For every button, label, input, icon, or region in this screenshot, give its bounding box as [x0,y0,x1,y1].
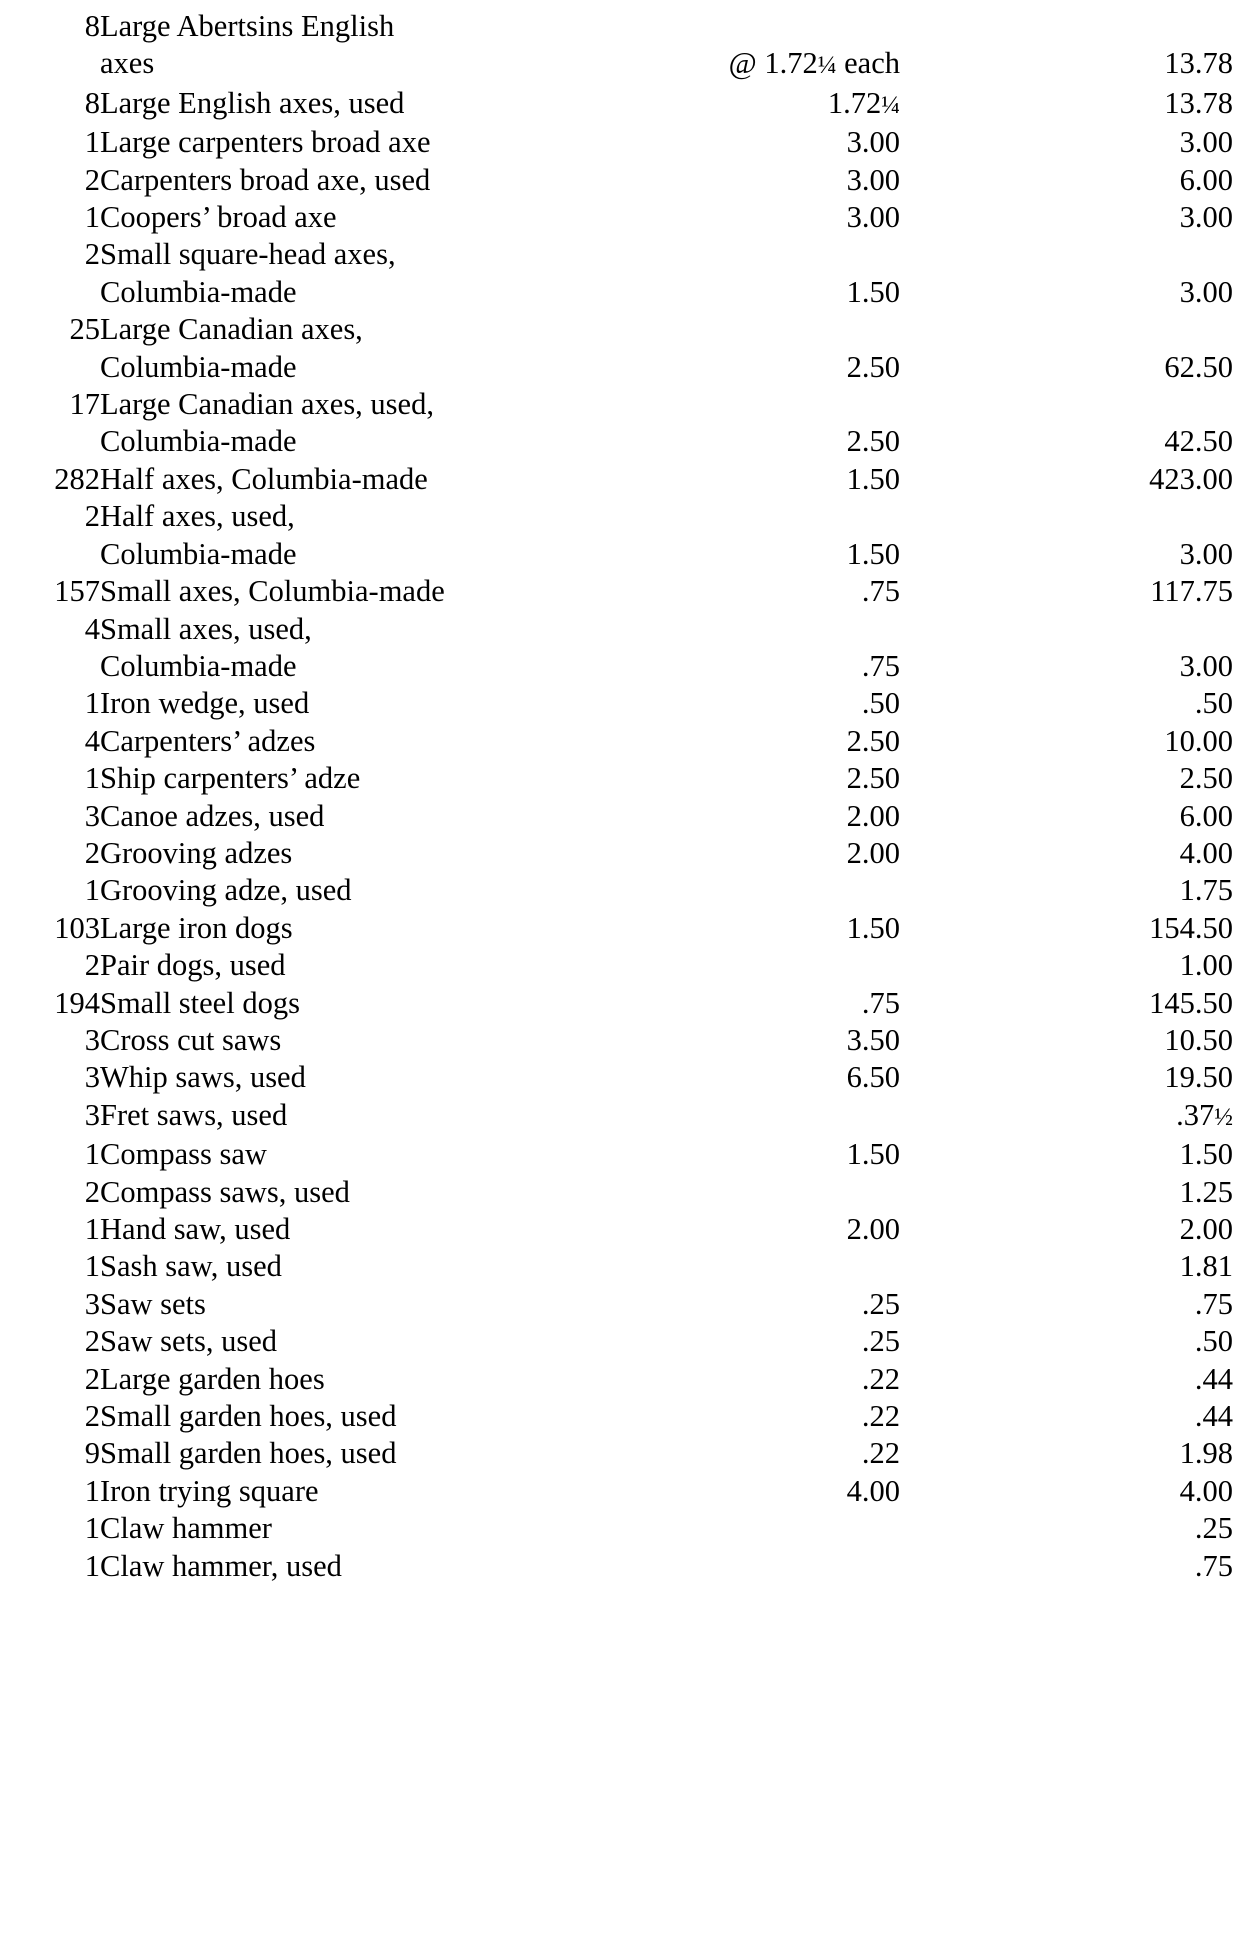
row-unit-price [540,611,900,648]
row-amount: .44 [1194,1361,1233,1396]
table-row [0,723,1233,760]
table-row [0,611,1233,648]
table-row [0,947,1233,984]
row-amount: 1.81 [1179,1249,1233,1284]
row-amount: .75 [1194,1286,1233,1321]
row-unit-price [540,386,900,423]
table-row [0,8,1233,45]
row-amount: 3.00 [1179,648,1233,683]
row-description: Iron wedge, used [100,686,310,721]
row-description: Pair dogs, used [100,948,286,983]
row-description: Small garden hoes, used [100,1399,397,1434]
row-description: axes [100,46,155,81]
row-amount: 145.50 [1149,985,1233,1020]
row-quantity: 2 [84,1174,100,1209]
row-amount: 13.78 [1164,85,1233,120]
row-description: Iron trying square [100,1473,319,1508]
row-description: Columbia-made [100,648,297,683]
row-quantity: 1 [84,1212,100,1246]
row-amount: 6.00 [1179,162,1233,197]
row-quantity: 1 [84,1249,100,1284]
row-amount: 6.00 [1179,798,1233,833]
row-quantity: 8 [84,85,100,120]
row-quantity: 1 [84,200,100,235]
row-unit-price: .22 [861,1436,900,1471]
row-quantity: 3 [84,1022,100,1057]
row-unit-price: .22 [861,1361,900,1396]
row-description: Whip saws, used [100,1060,306,1095]
table-row [0,386,1233,423]
table-row [0,798,1233,835]
row-amount: .25 [1194,1511,1233,1546]
row-quantity: 157 [54,574,100,609]
row-unit-price: 1.50 [846,910,900,945]
table-row [0,423,1233,460]
row-amount [900,611,1233,648]
row-quantity: 1 [84,1548,100,1583]
table-row [0,162,1233,199]
row-description: Small square-head axes, [100,237,396,272]
row-quantity: 2 [84,835,100,870]
row-description: Claw hammer, used [100,1548,342,1583]
row-quantity: 2 [84,162,100,197]
row-description: Large iron dogs [100,910,293,945]
row-unit-price: 3.00 [846,200,900,235]
row-quantity: 282 [54,461,100,496]
row-unit-price: 2.00 [846,835,900,870]
row-amount [900,236,1233,273]
row-amount: .37½ [1176,1097,1233,1132]
table-row [0,760,1233,797]
row-quantity: 25 [69,312,100,347]
row-unit-price [540,8,900,45]
row-quantity: 2 [84,499,100,534]
row-unit-price: 3.00 [846,125,900,160]
row-amount: 10.50 [1164,1022,1233,1057]
row-quantity: 17 [69,387,100,422]
table-row [0,1361,1233,1398]
table-row [0,835,1233,872]
table-row [0,1435,1233,1472]
row-unit-price: 2.50 [846,349,900,384]
table-row [0,1510,1233,1547]
row-quantity: 1 [84,1511,100,1546]
row-description: Large Abertsins English [100,9,395,43]
row-amount: .44 [1194,1399,1233,1434]
row-description: Half axes, Columbia-made [100,461,428,496]
row-unit-price [540,947,900,984]
row-unit-price [540,1248,900,1285]
row-quantity: 3 [84,1286,100,1321]
table-row [0,1323,1233,1360]
row-unit-price [540,1174,900,1211]
row-unit-price: 2.50 [846,761,900,796]
table-row [0,872,1233,909]
row-quantity: 9 [84,1436,100,1471]
row-amount: 42.50 [1164,424,1233,459]
row-description: Grooving adze, used [100,873,352,908]
row-unit-price: 2.50 [846,723,900,758]
row-unit-price: 3.00 [846,162,900,197]
row-unit-price: 1.72¼ [827,85,900,120]
row-description: Coopers’ broad axe [100,200,337,235]
table-row [0,1022,1233,1059]
row-quantity: 8 [84,9,100,43]
row-unit-price [540,1548,900,1585]
row-unit-price: 2.00 [846,1212,900,1246]
row-quantity: 3 [84,798,100,833]
table-row [0,311,1233,348]
row-description: Fret saws, used [100,1097,288,1132]
row-description: Large Canadian axes, [100,312,363,347]
row-description: Compass saws, used [100,1174,350,1209]
row-description: Grooving adzes [100,835,293,870]
table-row [0,1398,1233,1435]
row-amount: 4.00 [1179,835,1233,870]
row-unit-price [540,498,900,535]
row-unit-price [540,872,900,909]
row-amount [900,386,1233,423]
row-amount: 1.50 [1179,1137,1233,1172]
row-unit-price [540,236,900,273]
row-description: Claw hammer [100,1511,272,1546]
row-amount [900,498,1233,535]
inventory-table-body [0,8,1233,1585]
row-description: Large English axes, used [100,85,405,120]
table-row [0,45,1233,84]
row-amount: 3.00 [1179,200,1233,235]
table-row [0,685,1233,722]
row-description: Columbia-made [100,424,297,459]
row-unit-price [540,311,900,348]
table-row [0,1059,1233,1096]
row-unit-price: @ 1.72¼ each [728,46,900,81]
row-unit-price [540,1510,900,1547]
row-description: Half axes, used, [100,499,295,534]
table-row [0,573,1233,610]
row-description: Saw sets [100,1286,206,1321]
row-unit-price: 1.50 [846,461,900,496]
row-quantity: 1 [84,761,100,796]
table-row [0,985,1233,1022]
row-quantity: 1 [84,125,100,160]
table-row [0,1211,1233,1248]
table-row [0,1174,1233,1211]
row-quantity: 103 [54,910,100,945]
row-amount: .75 [1194,1548,1233,1583]
row-quantity: 1 [84,873,100,908]
row-amount [900,311,1233,348]
table-row [0,1286,1233,1323]
row-unit-price: 3.50 [846,1022,900,1057]
row-unit-price: 1.50 [846,274,900,309]
table-row [0,461,1233,498]
row-unit-price: 1.50 [846,1137,900,1172]
row-quantity: 3 [84,1097,100,1132]
row-amount: 13.78 [1164,46,1233,81]
row-description: Ship carpenters’ adze [100,761,361,796]
row-description: Small steel dogs [100,985,300,1020]
row-unit-price [540,1097,900,1136]
row-amount: 4.00 [1179,1473,1233,1508]
row-unit-price: 6.50 [846,1060,900,1095]
row-description: Columbia-made [100,536,297,571]
row-quantity: 1 [84,1137,100,1172]
row-amount: .50 [1194,686,1233,721]
row-quantity: 4 [84,723,100,758]
table-row [0,1548,1233,1585]
row-description: Columbia-made [100,274,297,309]
row-quantity: 4 [84,611,100,646]
table-row [0,236,1233,273]
row-description: Carpenters broad axe, used [100,162,431,197]
row-amount: 2.00 [1179,1212,1233,1246]
row-unit-price: 4.00 [846,1473,900,1508]
row-quantity: 2 [84,1399,100,1434]
row-amount: 154.50 [1149,910,1233,945]
row-quantity: 2 [84,1324,100,1359]
row-description: Small garden hoes, used [100,1436,397,1471]
table-row [0,498,1233,535]
row-unit-price: 2.50 [846,424,900,459]
row-quantity: 1 [84,686,100,721]
row-amount: 1.25 [1179,1174,1233,1209]
row-unit-price: 2.00 [846,798,900,833]
row-amount: 10.00 [1164,723,1233,758]
row-description: Small axes, used, [100,611,312,646]
row-unit-price: 1.50 [846,536,900,571]
row-amount: 2.50 [1179,761,1233,796]
table-row [0,349,1233,386]
row-amount: 3.00 [1179,536,1233,571]
row-description: Saw sets, used [100,1324,278,1359]
row-description: Sash saw, used [100,1249,282,1284]
row-amount: 1.00 [1179,948,1233,983]
row-quantity: 2 [84,237,100,272]
row-amount: 423.00 [1149,461,1233,496]
row-description: Columbia-made [100,349,297,384]
table-row [0,1097,1233,1136]
row-description: Carpenters’ adzes [100,723,316,758]
table-row [0,124,1233,161]
row-quantity: 1 [84,1473,100,1508]
table-row [0,199,1233,236]
row-unit-price: .50 [861,686,900,721]
row-unit-price: .75 [861,985,900,1020]
table-row [0,910,1233,947]
table-row [0,274,1233,311]
row-amount: 3.00 [1179,125,1233,160]
row-amount: 62.50 [1164,349,1233,384]
row-description: Canoe adzes, used [100,798,325,833]
row-description: Hand saw, used [100,1212,291,1246]
row-description: Compass saw [100,1137,267,1172]
table-row [0,648,1233,685]
table-row [0,1473,1233,1510]
row-unit-price: .22 [861,1399,900,1434]
row-unit-price: .25 [861,1324,900,1359]
row-unit-price: .25 [861,1286,900,1321]
table-row [0,1136,1233,1173]
row-quantity: 2 [84,948,100,983]
row-description: Small axes, Columbia-made [100,574,445,609]
row-quantity: 2 [84,1361,100,1396]
row-amount: 1.75 [1179,873,1233,908]
row-unit-price: .75 [861,574,900,609]
row-description: Cross cut saws [100,1022,282,1057]
row-description: Large garden hoes [100,1361,325,1396]
row-unit-price: .75 [861,648,900,683]
table-row [0,85,1233,124]
row-amount: .50 [1194,1324,1233,1359]
inventory-table [0,8,1233,1585]
row-description: Large Canadian axes, used, [100,387,434,422]
row-amount: 3.00 [1179,274,1233,309]
row-description: Large carpenters broad axe [100,125,431,160]
row-amount: 117.75 [1150,574,1233,609]
row-quantity: 194 [54,985,100,1020]
row-amount [900,8,1233,45]
table-row [0,1248,1233,1285]
table-row [0,536,1233,573]
row-amount: 1.98 [1179,1436,1233,1471]
row-quantity: 3 [84,1060,100,1095]
row-amount: 19.50 [1164,1060,1233,1095]
